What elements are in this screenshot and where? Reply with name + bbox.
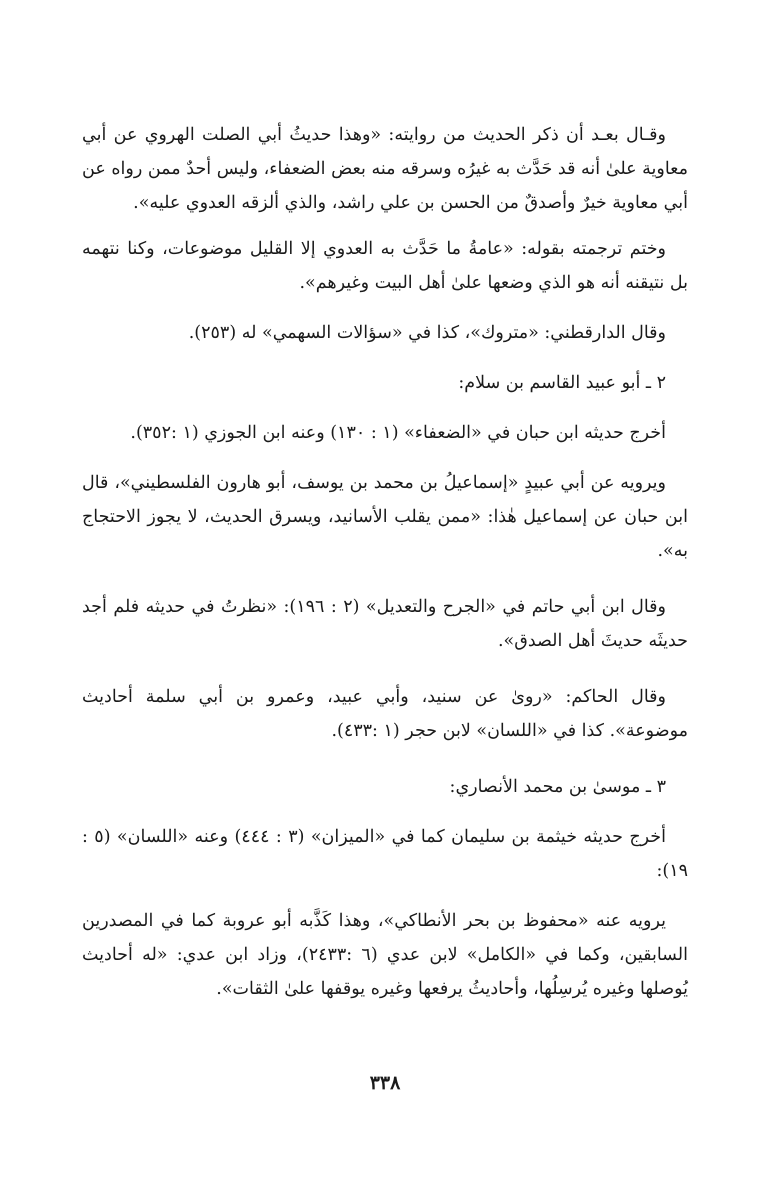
paragraph-khaythama-source: أخرج حديثه خيثمة بن سليمان كما في «الميزان» (٣ : ٤٤٤) وعنه «اللسان» (٥ : ١٩): [82, 827, 688, 881]
paragraph-ibn-abi-hatim: وقال ابن أبي حاتم في «الجرح والتعديل» (٢ : ١٩٦): «نظرتُ في حديثه فلم أجد حديثَه حديثَ أهل الصدق». [82, 597, 688, 651]
paragraph-ibn-hibban-source: أخرج حديثه ابن حبان في «الضعفاء» (١ : ١٣٠) وعنه ابن الجوزي (١ :٣٥٢). [130, 423, 666, 443]
paragraph-ismail-narration: ويرويه عن أبي عبيدٍ «إسماعيلُ بن محمد بن يوسف، أبو هارون الفلسطيني»، قال ابن حبان عن إسماعيل هٰذا: «ممن يقلب الأسانيد، ويسرق الحديث، لا يجوز الاحتجاج به». [82, 473, 688, 561]
paragraph-closing-biography: وختم ترجمته بقوله: «عامةُ ما حَدَّث به العدوي إلا القليل موضوعات، وكنا نتهمه بل نتيقنه أنه هو الذي وضعها علىٰ أهل البيت وغيرهم». [82, 239, 688, 293]
paragraph-harawi-narration: وقـال بعـد أن ذكر الحديث من روايته: «وهذا حديثُ أبي الصلت الهروي عن أبي معاوية علىٰ أنه قد حَدَّث به غيرُه وسرقه منه بعض الضعفاء، وليس أحدٌ ممن رواه عن أبي معاوية خيرٌ وأصدقٌ من الحسن بن علي راشد، والذي ألزقه العدوي عليه». [82, 125, 688, 213]
heading-musa-ansari: ٣ ـ موسىٰ بن محمد الأنصاري: [449, 777, 666, 797]
page-body [82, 118, 688, 1006]
paragraph-mahfuz-narration: يرويه عنه «محفوظ بن بحر الأنطاكي»، وهذا كَذَّبه أبو عروبة كما في المصدرين السابقين، وكما في «الكامل» لابن عدي (٦ :٢٤٣٣)، وزاد ابن عدي: «له أحاديث يُوصلها وغيره يُرسِلُها، وأحاديثُ يرفعها وغيره يوقفها علىٰ الثقات». [82, 911, 688, 999]
paragraph-daraqutni: وقال الدارقطني: «متروك»، كذا في «سؤالات السهمي» له (٢٥٣). [188, 323, 666, 343]
heading-abu-ubaid: ٢ ـ أبو عبيد القاسم بن سلام: [458, 373, 666, 393]
page-number: ٣٣٨ [369, 1072, 401, 1094]
paragraph-hakim: وقال الحاكم: «روىٰ عن سنيد، وأبي عبيد، وعمرو بن أبي سلمة أحاديث موضوعة». كذا في «اللسان» لابن حجر (١ :٤٣٣). [82, 687, 688, 741]
